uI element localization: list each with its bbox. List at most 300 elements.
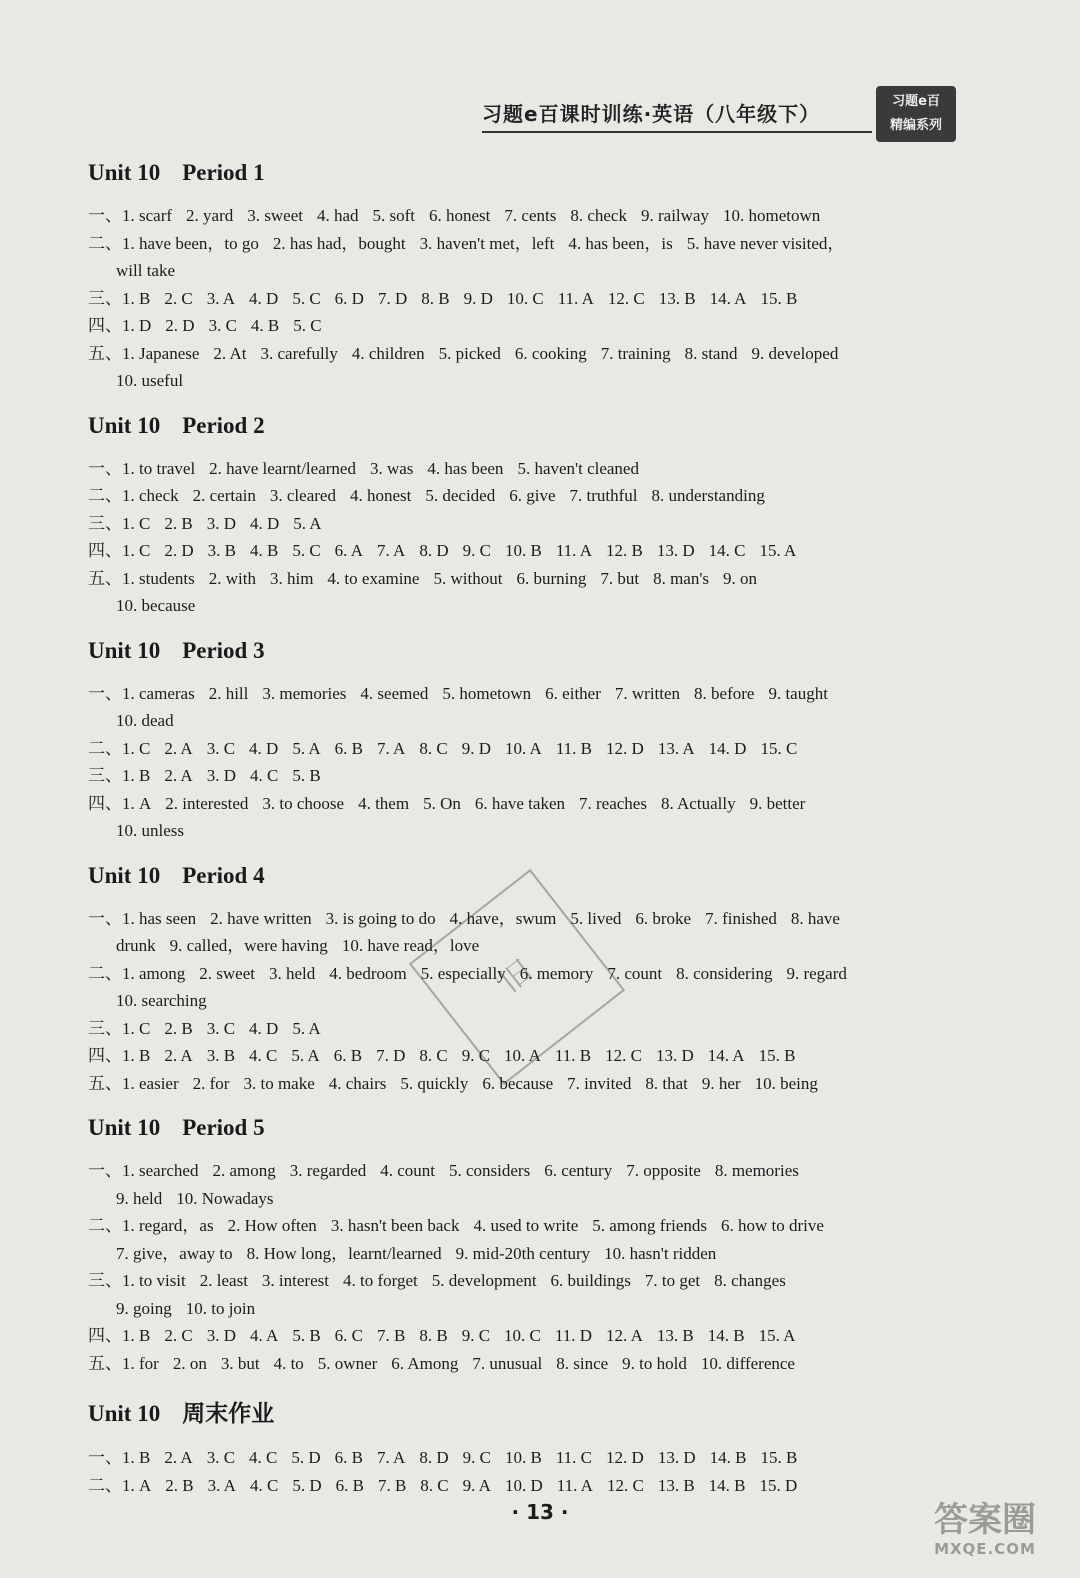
- answer-item: 15. B: [760, 288, 798, 308]
- answer-item: 2. A: [164, 766, 193, 785]
- answer-item: 6. because: [482, 1073, 554, 1093]
- answer-item: 5. D: [292, 1475, 322, 1495]
- answer-item: 5. lived: [570, 908, 622, 928]
- answer-item: 8. man's: [653, 568, 710, 588]
- answer-item: 5. C: [293, 316, 322, 335]
- answer-item: 1. C: [122, 541, 151, 560]
- answer-item: 5. especially: [420, 963, 506, 983]
- answer-line: [88, 1157, 968, 1185]
- answer-item: 2. How often: [227, 1216, 317, 1235]
- answer-item: 1. regard，as: [122, 1216, 214, 1235]
- section-heading: [88, 1395, 968, 1428]
- answer-item: 4. children: [351, 343, 425, 363]
- answer-item: 7. opposite: [626, 1161, 701, 1180]
- answer-item: 6. B: [333, 1046, 363, 1065]
- answer-line: [88, 790, 968, 818]
- section-heading: [88, 160, 968, 186]
- answer-item: 3. C: [206, 1448, 236, 1467]
- answer-item: 2. A: [164, 1046, 193, 1065]
- answer-item: drunk: [116, 936, 156, 955]
- question-group-number: 一、: [88, 458, 122, 478]
- answer-line: [88, 1322, 968, 1350]
- answer-line: [88, 510, 968, 538]
- answer-item: 3. cleared: [269, 486, 336, 505]
- answer-item: 10. A: [504, 1046, 541, 1065]
- answer-item: 8. stand: [684, 343, 738, 363]
- answer-item: 13. A: [657, 738, 695, 758]
- answer-item: 2. B: [164, 1018, 193, 1038]
- answer-line: [88, 1295, 968, 1323]
- answer-item: 3. to make: [243, 1073, 315, 1093]
- answer-item: 5. C: [292, 288, 321, 308]
- question-group-number: 四、: [88, 793, 122, 813]
- answer-item: 8. understanding: [651, 486, 765, 505]
- answer-item: 11. A: [557, 288, 594, 308]
- answer-item: 12. D: [606, 738, 644, 758]
- answer-item: 1. B: [122, 1448, 151, 1467]
- answer-item: 10. have read，love: [341, 936, 480, 955]
- answer-item: 10. D: [504, 1475, 543, 1495]
- answer-item: 1. B: [122, 766, 151, 785]
- answer-item: 6. give: [509, 486, 556, 505]
- answer-item: 5. hometown: [442, 683, 532, 703]
- watermark-logo: [900, 1500, 1070, 1570]
- answer-item: 3. A: [207, 1475, 236, 1495]
- answer-item: 1. easier: [122, 1073, 179, 1093]
- answer-item: 3. him: [269, 568, 314, 588]
- answer-item: 5. quickly: [400, 1073, 469, 1093]
- period-label: Period 3: [182, 637, 265, 663]
- answer-item: 1. to travel: [122, 458, 196, 478]
- answer-item: 6. D: [334, 288, 364, 308]
- question-group-number: 五、: [88, 343, 122, 363]
- answer-item: 9. C: [462, 1448, 491, 1467]
- answer-item: 6. C: [334, 1326, 363, 1345]
- answer-item: 10. useful: [116, 371, 184, 390]
- answer-item: 7. reaches: [579, 793, 647, 813]
- answer-item: 10. dead: [116, 711, 174, 730]
- answer-item: 3. D: [206, 766, 236, 785]
- answer-item: 15. B: [760, 1448, 798, 1467]
- answer-item: 5. considers: [449, 1161, 531, 1180]
- answer-item: 4. B: [249, 541, 279, 560]
- page-number: · 13 ·: [511, 1500, 569, 1524]
- answer-item: 2. B: [165, 1475, 194, 1495]
- question-group-number: 三、: [88, 1271, 122, 1290]
- answer-item: 8. How long，learnt/learned: [246, 1243, 442, 1263]
- answer-item: 4. D: [249, 513, 280, 533]
- answer-item: 5. A: [292, 738, 321, 758]
- answer-item: 6. Among: [391, 1353, 459, 1373]
- answer-item: 6. burning: [516, 568, 587, 588]
- answer-item: 9. called，were having: [169, 936, 328, 955]
- period-label: Period 2: [182, 412, 265, 438]
- answer-item: 9. going: [116, 1298, 172, 1318]
- question-group-number: 二、: [88, 963, 122, 983]
- answer-item: 2. have learnt/learned: [209, 458, 356, 478]
- answer-content: [88, 160, 968, 1517]
- question-group-number: 五、: [88, 1353, 122, 1373]
- answer-item: 11. B: [554, 1046, 592, 1065]
- answer-item: 14. B: [708, 1475, 746, 1495]
- answer-item: 9. taught: [768, 683, 828, 703]
- question-group-number: 五、: [88, 568, 122, 588]
- answer-item: 4. C: [249, 1475, 279, 1495]
- answer-item: 10. hasn't ridden: [604, 1243, 717, 1263]
- answer-item: 4. used to write: [473, 1216, 579, 1235]
- answer-item: 4. them: [358, 793, 410, 813]
- answer-item: 12. D: [606, 1448, 644, 1467]
- answer-item: 5. have never visited，: [686, 233, 845, 253]
- answer-item: 12. C: [605, 1046, 642, 1065]
- answer-item: 7. D: [377, 288, 408, 308]
- answer-item: 6. A: [334, 541, 363, 560]
- answer-item: 7. B: [377, 1326, 406, 1345]
- answer-item: 1. A: [122, 1475, 152, 1495]
- answer-item: 12. B: [606, 541, 643, 560]
- answer-item: 3. A: [206, 288, 236, 308]
- answer-item: 9. D: [463, 288, 493, 308]
- answer-line: [88, 1185, 968, 1213]
- answer-item: 3. sweet: [247, 206, 303, 225]
- answer-item: 10. Nowadays: [176, 1188, 274, 1208]
- answer-line: [88, 285, 968, 313]
- answer-line: [88, 1350, 968, 1378]
- answer-item: 1. to visit: [122, 1271, 186, 1290]
- question-group-number: 四、: [88, 541, 122, 560]
- answer-item: 1. has seen: [122, 908, 197, 928]
- answer-item: 6. century: [544, 1161, 613, 1180]
- answer-item: 3. to choose: [262, 793, 345, 813]
- answer-line: [88, 455, 968, 483]
- answer-item: 7. truthful: [569, 486, 638, 505]
- answer-item: 9. C: [461, 1326, 491, 1345]
- answer-item: 5. B: [292, 766, 321, 785]
- answer-item: 8. D: [419, 541, 449, 560]
- answer-item: 4. has been，is: [568, 233, 673, 253]
- answer-item: 2. least: [199, 1271, 248, 1290]
- answer-item: 5. A: [293, 513, 322, 533]
- answer-item: 3. interest: [261, 1271, 329, 1290]
- answer-item: 4. to forget: [342, 1271, 418, 1290]
- answer-item: 6. buildings: [550, 1271, 631, 1290]
- answer-item: 7. give，away to: [116, 1243, 233, 1263]
- series-badge: [876, 86, 956, 142]
- answer-item: 1. Japanese: [122, 343, 200, 363]
- answer-item: 8. D: [419, 1448, 449, 1467]
- answer-item: 10. C: [504, 1326, 541, 1345]
- answer-item: 8. that: [645, 1073, 688, 1093]
- answer-item: 8. C: [419, 738, 448, 758]
- unit-label: Unit 10: [88, 160, 161, 185]
- answer-item: 11. A: [555, 541, 593, 560]
- answer-item: 4. C: [249, 1448, 278, 1467]
- answer-item: 5. among friends: [592, 1216, 708, 1235]
- answer-item: 2. yard: [186, 206, 234, 225]
- answer-item: 6. memory: [519, 963, 594, 983]
- answer-item: 9. to hold: [622, 1353, 687, 1373]
- answer-item: 6. either: [545, 683, 601, 703]
- answer-line: [88, 482, 968, 510]
- answer-item: 4. bedroom: [329, 963, 407, 983]
- answer-item: 1. for: [122, 1353, 159, 1373]
- answer-item: 4. chairs: [328, 1073, 387, 1093]
- answer-item: 1. C: [122, 513, 151, 533]
- section-heading: [88, 413, 968, 439]
- answer-line: [88, 707, 968, 735]
- question-group-number: 二、: [88, 486, 122, 505]
- answer-item: 4. had: [316, 206, 359, 225]
- answer-item: 2. D: [164, 541, 194, 560]
- answer-item: 5. C: [292, 541, 321, 560]
- answer-item: 2. hill: [208, 683, 249, 703]
- answer-item: 6. broke: [635, 908, 692, 928]
- answer-item: will take: [116, 261, 176, 280]
- section-heading: [88, 1115, 968, 1141]
- answer-item: 13. D: [655, 1046, 694, 1065]
- question-group-number: 一、: [88, 683, 122, 703]
- question-group-number: 三、: [88, 1018, 122, 1038]
- unit-section: [88, 638, 968, 845]
- answer-line: [88, 565, 968, 593]
- answer-item: 14. D: [708, 738, 747, 758]
- answer-item: 6. how to drive: [721, 1216, 824, 1235]
- answer-item: 14. A: [709, 288, 747, 308]
- answer-item: 1. scarf: [122, 206, 173, 225]
- answer-item: 4. to examine: [327, 568, 420, 588]
- answer-item: 3. D: [206, 513, 236, 533]
- answer-item: 5. A: [291, 1046, 320, 1065]
- answer-item: 5. B: [292, 1326, 321, 1345]
- answer-item: 7. invited: [567, 1073, 632, 1093]
- answer-item: 11. B: [555, 738, 593, 758]
- answer-item: 15. D: [759, 1475, 798, 1495]
- answer-item: 5. owner: [317, 1353, 378, 1373]
- answer-item: 5. development: [431, 1271, 537, 1290]
- answer-item: 9. held: [116, 1188, 163, 1208]
- answer-item: 2. B: [164, 513, 193, 533]
- answer-item: 1. cameras: [122, 683, 195, 703]
- answer-item: 3. D: [206, 1326, 236, 1345]
- answer-item: 1. C: [122, 1018, 151, 1038]
- answer-item: 1. have been，to go: [122, 233, 259, 253]
- answer-item: 13. B: [656, 1326, 694, 1345]
- answer-item: 11. D: [554, 1326, 593, 1345]
- answer-item: 13. B: [657, 1475, 695, 1495]
- answer-line: [88, 1267, 968, 1295]
- stamp-mark: 旧: [409, 869, 625, 1085]
- answer-item: 1. check: [122, 486, 179, 505]
- section-heading: [88, 638, 968, 664]
- answer-item: 3. C: [206, 738, 236, 758]
- answer-item: 4. C: [249, 1046, 278, 1065]
- answer-item: 4. D: [249, 288, 279, 308]
- answer-item: 4. D: [249, 1018, 279, 1038]
- watermark-top: 答案圈: [934, 1500, 1036, 1540]
- unit-label: Unit 10: [88, 862, 161, 888]
- answer-item: 2. certain: [192, 486, 256, 505]
- question-group-number: 三、: [88, 513, 122, 533]
- answer-item: 9. regard: [786, 963, 847, 983]
- answer-item: 4. A: [249, 1326, 279, 1345]
- book-title: 习题e百课时训练·英语（八年级下）: [482, 98, 872, 133]
- answer-item: 10. unless: [116, 821, 184, 840]
- answer-item: 6. have taken: [474, 793, 565, 813]
- answer-item: 4. C: [249, 766, 279, 785]
- answer-item: 2. have written: [210, 908, 312, 928]
- answer-item: 3. is going to do: [325, 908, 436, 928]
- answer-item: 7. A: [377, 738, 406, 758]
- answer-line: [88, 680, 968, 708]
- unit-section: [88, 160, 968, 395]
- answer-item: 7. B: [377, 1475, 407, 1495]
- answer-item: 8. since: [556, 1353, 609, 1373]
- watermark-bottom: MXQE.COM: [934, 1540, 1036, 1558]
- answer-item: 12. A: [606, 1326, 643, 1345]
- answer-item: 7. to get: [644, 1271, 701, 1290]
- answer-item: 14. B: [709, 1448, 747, 1467]
- answer-item: 3. but: [220, 1353, 260, 1373]
- answer-item: 2. C: [164, 288, 193, 308]
- answer-item: 10. B: [504, 1448, 542, 1467]
- answer-line: [88, 762, 968, 790]
- period-label: Period 4: [182, 862, 265, 888]
- answer-item: 5. soft: [372, 206, 416, 225]
- answer-item: 8. check: [570, 206, 627, 225]
- answer-item: 3. C: [208, 316, 237, 335]
- answer-item: 10. hometown: [722, 206, 821, 225]
- answer-item: 6. cooking: [514, 343, 587, 363]
- answer-item: 9. C: [462, 541, 491, 560]
- answer-item: 5. without: [433, 568, 503, 588]
- question-group-number: 一、: [88, 206, 122, 225]
- question-group-number: 二、: [88, 1475, 122, 1495]
- period-label: 周末作业: [182, 1401, 275, 1426]
- answer-item: 3. carefully: [260, 343, 338, 363]
- answer-item: 4. to: [273, 1353, 304, 1373]
- answer-line: [88, 1240, 968, 1268]
- answer-item: 1. students: [122, 568, 195, 588]
- unit-section: [88, 413, 968, 620]
- answer-item: 4. has been: [427, 458, 504, 478]
- badge-line-1: 习题e百: [892, 94, 940, 109]
- answer-item: 5. haven't cleaned: [517, 458, 639, 478]
- answer-item: 10. being: [754, 1073, 818, 1093]
- answer-item: 8. have: [790, 908, 840, 928]
- answer-item: 5. D: [291, 1448, 321, 1467]
- answer-item: 6. honest: [429, 206, 491, 225]
- answer-line: [88, 1444, 968, 1472]
- answer-item: 3. haven't met，left: [419, 233, 555, 253]
- answer-item: 1. A: [122, 793, 152, 813]
- answer-item: 2. among: [212, 1161, 276, 1180]
- answer-item: 13. B: [658, 288, 696, 308]
- answer-item: 2. has had，bought: [272, 233, 406, 253]
- answer-item: 3. memories: [262, 683, 347, 703]
- answer-item: 9. developed: [751, 343, 839, 363]
- answer-item: 8. B: [419, 1326, 448, 1345]
- question-group-number: 一、: [88, 908, 122, 928]
- answer-item: 7. A: [377, 1448, 406, 1467]
- answer-item: 9. A: [462, 1475, 491, 1495]
- answer-item: 1. searched: [122, 1161, 199, 1180]
- answer-line: [88, 230, 968, 258]
- question-group-number: 三、: [88, 288, 122, 308]
- question-group-number: 四、: [88, 316, 122, 335]
- answer-item: 7. training: [600, 343, 671, 363]
- answer-item: 11. A: [556, 1475, 593, 1495]
- answer-item: 2. A: [164, 738, 193, 758]
- answer-line: [88, 537, 968, 565]
- answer-item: 9. on: [723, 568, 758, 588]
- question-group-number: 一、: [88, 1448, 122, 1467]
- answer-item: 1. D: [122, 316, 152, 335]
- answer-item: 8. Actually: [660, 793, 736, 813]
- answer-item: 10. A: [504, 738, 542, 758]
- unit-label: Unit 10: [88, 1401, 161, 1426]
- answer-line: [88, 257, 968, 285]
- answer-item: 4. honest: [349, 486, 412, 505]
- answer-item: 13. D: [656, 541, 695, 560]
- answer-item: 2. A: [164, 1448, 193, 1467]
- answer-line: [88, 817, 968, 845]
- answer-item: 5. decided: [425, 486, 496, 505]
- answer-item: 2. C: [164, 1326, 193, 1345]
- answer-line: [88, 340, 968, 368]
- question-group-number: 四、: [88, 1326, 122, 1345]
- answer-item: 3. regarded: [289, 1161, 367, 1180]
- answer-item: 6. B: [334, 738, 363, 758]
- unit-label: Unit 10: [88, 412, 161, 438]
- answer-item: 1. B: [122, 288, 151, 308]
- answer-item: 11. C: [555, 1448, 593, 1467]
- answer-item: 15. C: [760, 738, 798, 758]
- answer-item: 9. mid-20th century: [455, 1243, 591, 1263]
- answer-item: 15. A: [758, 1326, 796, 1345]
- answer-item: 14. C: [708, 541, 746, 560]
- answer-item: 7. unusual: [472, 1353, 543, 1373]
- period-label: Period 5: [182, 1115, 265, 1140]
- question-group-number: 二、: [88, 738, 122, 758]
- answer-item: 5. picked: [438, 343, 501, 363]
- unit-section: [88, 1395, 968, 1499]
- answer-item: 9. railway: [640, 206, 709, 225]
- answer-item: 4. seemed: [360, 683, 429, 703]
- answer-item: 2. for: [192, 1073, 230, 1093]
- answer-item: 10. because: [116, 596, 196, 615]
- answer-item: 12. C: [606, 1475, 644, 1495]
- answer-item: 5. On: [423, 793, 461, 813]
- answer-item: 7. A: [377, 541, 406, 560]
- answer-line: [88, 1472, 968, 1500]
- answer-item: 9. C: [461, 1046, 491, 1065]
- answer-item: 2. on: [172, 1353, 207, 1373]
- answer-item: 15. B: [758, 1046, 796, 1065]
- answer-item: 10. C: [506, 288, 544, 308]
- answer-item: 8. considering: [676, 963, 773, 983]
- answer-item: 1. B: [122, 1326, 151, 1345]
- answer-item: 4. have，swum: [449, 908, 557, 928]
- unit-label: Unit 10: [88, 1115, 161, 1140]
- answer-item: 8. B: [421, 288, 450, 308]
- question-group-number: 三、: [88, 766, 122, 785]
- answer-item: 7. count: [607, 963, 663, 983]
- answer-item: 14. B: [707, 1326, 745, 1345]
- answer-item: 1. C: [122, 738, 151, 758]
- answer-item: 2. sweet: [199, 963, 255, 983]
- answer-item: 4. D: [249, 738, 279, 758]
- answer-item: 2. interested: [165, 793, 249, 813]
